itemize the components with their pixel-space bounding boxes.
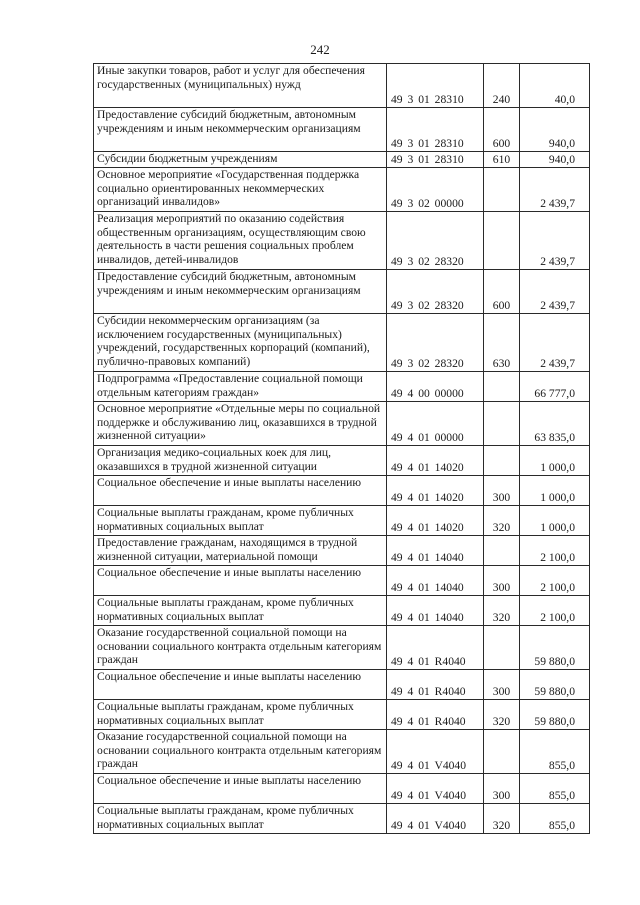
- row-expense-type: 300: [484, 670, 520, 700]
- row-target-code: 49 4 01 14020: [387, 506, 484, 536]
- row-target-code: 49 4 01 14040: [387, 536, 484, 566]
- row-amount: 40,0: [520, 64, 590, 108]
- table-row: [94, 506, 590, 536]
- row-amount: 1 000,0: [520, 446, 590, 476]
- row-target-code: 49 3 02 00000: [387, 168, 484, 212]
- table-row: [94, 596, 590, 626]
- row-target-code: 49 3 01 28310: [387, 108, 484, 152]
- row-expense-type: 320: [484, 506, 520, 536]
- budget-table-body: [94, 64, 590, 834]
- row-amount: 2 100,0: [520, 596, 590, 626]
- row-amount: 2 439,7: [520, 314, 590, 372]
- row-name: Субсидии бюджетным учреждениям: [94, 152, 387, 168]
- row-amount: 855,0: [520, 804, 590, 834]
- row-expense-type: 320: [484, 700, 520, 730]
- table-row: [94, 804, 590, 834]
- row-name: Оказание государственной социальной помощи на основании социального контракта отдельным категориям граждан: [94, 626, 387, 670]
- row-target-code: 49 4 01 14040: [387, 596, 484, 626]
- row-target-code: 49 4 01 14040: [387, 566, 484, 596]
- row-amount: 59 880,0: [520, 626, 590, 670]
- row-amount: 1 000,0: [520, 506, 590, 536]
- row-name: Социальное обеспечение и иные выплаты населению: [94, 476, 387, 506]
- row-target-code: 49 3 02 28320: [387, 212, 484, 270]
- row-amount: 2 100,0: [520, 536, 590, 566]
- row-target-code: 49 4 00 00000: [387, 372, 484, 402]
- row-target-code: 49 3 01 28310: [387, 64, 484, 108]
- row-expense-type: [484, 402, 520, 446]
- row-expense-type: 240: [484, 64, 520, 108]
- row-name: Предоставление субсидий бюджетным, автономным учреждениям и иным некоммерческим организациям: [94, 270, 387, 314]
- row-amount: 2 100,0: [520, 566, 590, 596]
- table-row: [94, 730, 590, 774]
- table-row: [94, 152, 590, 168]
- row-amount: 59 880,0: [520, 700, 590, 730]
- table-row: [94, 270, 590, 314]
- table-row: [94, 476, 590, 506]
- row-expense-type: 320: [484, 804, 520, 834]
- row-amount: 855,0: [520, 774, 590, 804]
- row-amount: 2 439,7: [520, 212, 590, 270]
- row-expense-type: 630: [484, 314, 520, 372]
- row-target-code: 49 4 01 R4040: [387, 626, 484, 670]
- row-amount: 63 835,0: [520, 402, 590, 446]
- row-target-code: 49 4 01 V4040: [387, 804, 484, 834]
- table-row: [94, 64, 590, 108]
- row-name: Социальное обеспечение и иные выплаты населению: [94, 670, 387, 700]
- row-name: Иные закупки товаров, работ и услуг для обеспечения государственных (муниципальных) нужд: [94, 64, 387, 108]
- row-name: Социальное обеспечение и иные выплаты населению: [94, 774, 387, 804]
- row-target-code: 49 4 01 V4040: [387, 774, 484, 804]
- row-name: Субсидии некоммерческим организациям (за исключением государственных (муниципальных) учреждений, государственных корпораций (компаний), публично-правовых компаний): [94, 314, 387, 372]
- row-name: Основное мероприятие «Государственная поддержка социально ориентированных некоммерческих организаций инвалидов»: [94, 168, 387, 212]
- row-expense-type: [484, 372, 520, 402]
- row-target-code: 49 4 01 V4040: [387, 730, 484, 774]
- row-amount: 2 439,7: [520, 168, 590, 212]
- row-amount: 940,0: [520, 108, 590, 152]
- row-amount: 940,0: [520, 152, 590, 168]
- row-target-code: 49 3 02 28320: [387, 314, 484, 372]
- table-row: [94, 626, 590, 670]
- row-expense-type: 300: [484, 476, 520, 506]
- row-name: Реализация мероприятий по оказанию содействия общественным организациям, осуществляющим свою деятельность в части решения социальных проблем инвалидов, детей-инвалидов: [94, 212, 387, 270]
- row-target-code: 49 3 01 28310: [387, 152, 484, 168]
- row-name: Социальные выплаты гражданам, кроме публичных нормативных социальных выплат: [94, 596, 387, 626]
- table-row: [94, 212, 590, 270]
- row-target-code: 49 4 01 14020: [387, 476, 484, 506]
- row-expense-type: 600: [484, 270, 520, 314]
- table-row: [94, 402, 590, 446]
- row-expense-type: [484, 446, 520, 476]
- row-name: Предоставление субсидий бюджетным, автономным учреждениям и иным некоммерческим организациям: [94, 108, 387, 152]
- row-name: Предоставление гражданам, находящимся в трудной жизненной ситуации, материальной помощи: [94, 536, 387, 566]
- table-row: [94, 566, 590, 596]
- row-target-code: 49 4 01 00000: [387, 402, 484, 446]
- row-expense-type: 600: [484, 108, 520, 152]
- row-name: Социальные выплаты гражданам, кроме публичных нормативных социальных выплат: [94, 804, 387, 834]
- row-amount: 855,0: [520, 730, 590, 774]
- table-row: [94, 774, 590, 804]
- table-row: [94, 536, 590, 566]
- row-amount: 66 777,0: [520, 372, 590, 402]
- table-row: [94, 314, 590, 372]
- row-name: Социальное обеспечение и иные выплаты населению: [94, 566, 387, 596]
- row-target-code: 49 4 01 R4040: [387, 670, 484, 700]
- row-expense-type: 320: [484, 596, 520, 626]
- row-name: Социальные выплаты гражданам, кроме публичных нормативных социальных выплат: [94, 506, 387, 536]
- row-expense-type: [484, 168, 520, 212]
- budget-table: [93, 63, 590, 834]
- table-row: [94, 700, 590, 730]
- row-target-code: 49 4 01 R4040: [387, 700, 484, 730]
- row-amount: 59 880,0: [520, 670, 590, 700]
- row-name: Организация медико-социальных коек для лиц, оказавшихся в трудной жизненной ситуации: [94, 446, 387, 476]
- row-name: Оказание государственной социальной помощи на основании социального контракта отдельным категориям граждан: [94, 730, 387, 774]
- row-expense-type: [484, 536, 520, 566]
- row-name: Социальные выплаты гражданам, кроме публичных нормативных социальных выплат: [94, 700, 387, 730]
- row-expense-type: 300: [484, 566, 520, 596]
- table-row: [94, 108, 590, 152]
- row-name: Основное мероприятие «Отдельные меры по социальной поддержке и обслуживанию лиц, оказавшихся в трудной жизненной ситуации»: [94, 402, 387, 446]
- row-expense-type: [484, 730, 520, 774]
- row-expense-type: 300: [484, 774, 520, 804]
- row-expense-type: [484, 212, 520, 270]
- page-number: 242: [310, 42, 330, 57]
- row-amount: 1 000,0: [520, 476, 590, 506]
- table-row: [94, 372, 590, 402]
- row-expense-type: 610: [484, 152, 520, 168]
- table-row: [94, 446, 590, 476]
- row-amount: 2 439,7: [520, 270, 590, 314]
- table-row: [94, 670, 590, 700]
- row-name: Подпрограмма «Предоставление социальной помощи отдельным категориям граждан»: [94, 372, 387, 402]
- row-expense-type: [484, 626, 520, 670]
- row-target-code: 49 4 01 14020: [387, 446, 484, 476]
- row-target-code: 49 3 02 28320: [387, 270, 484, 314]
- table-row: [94, 168, 590, 212]
